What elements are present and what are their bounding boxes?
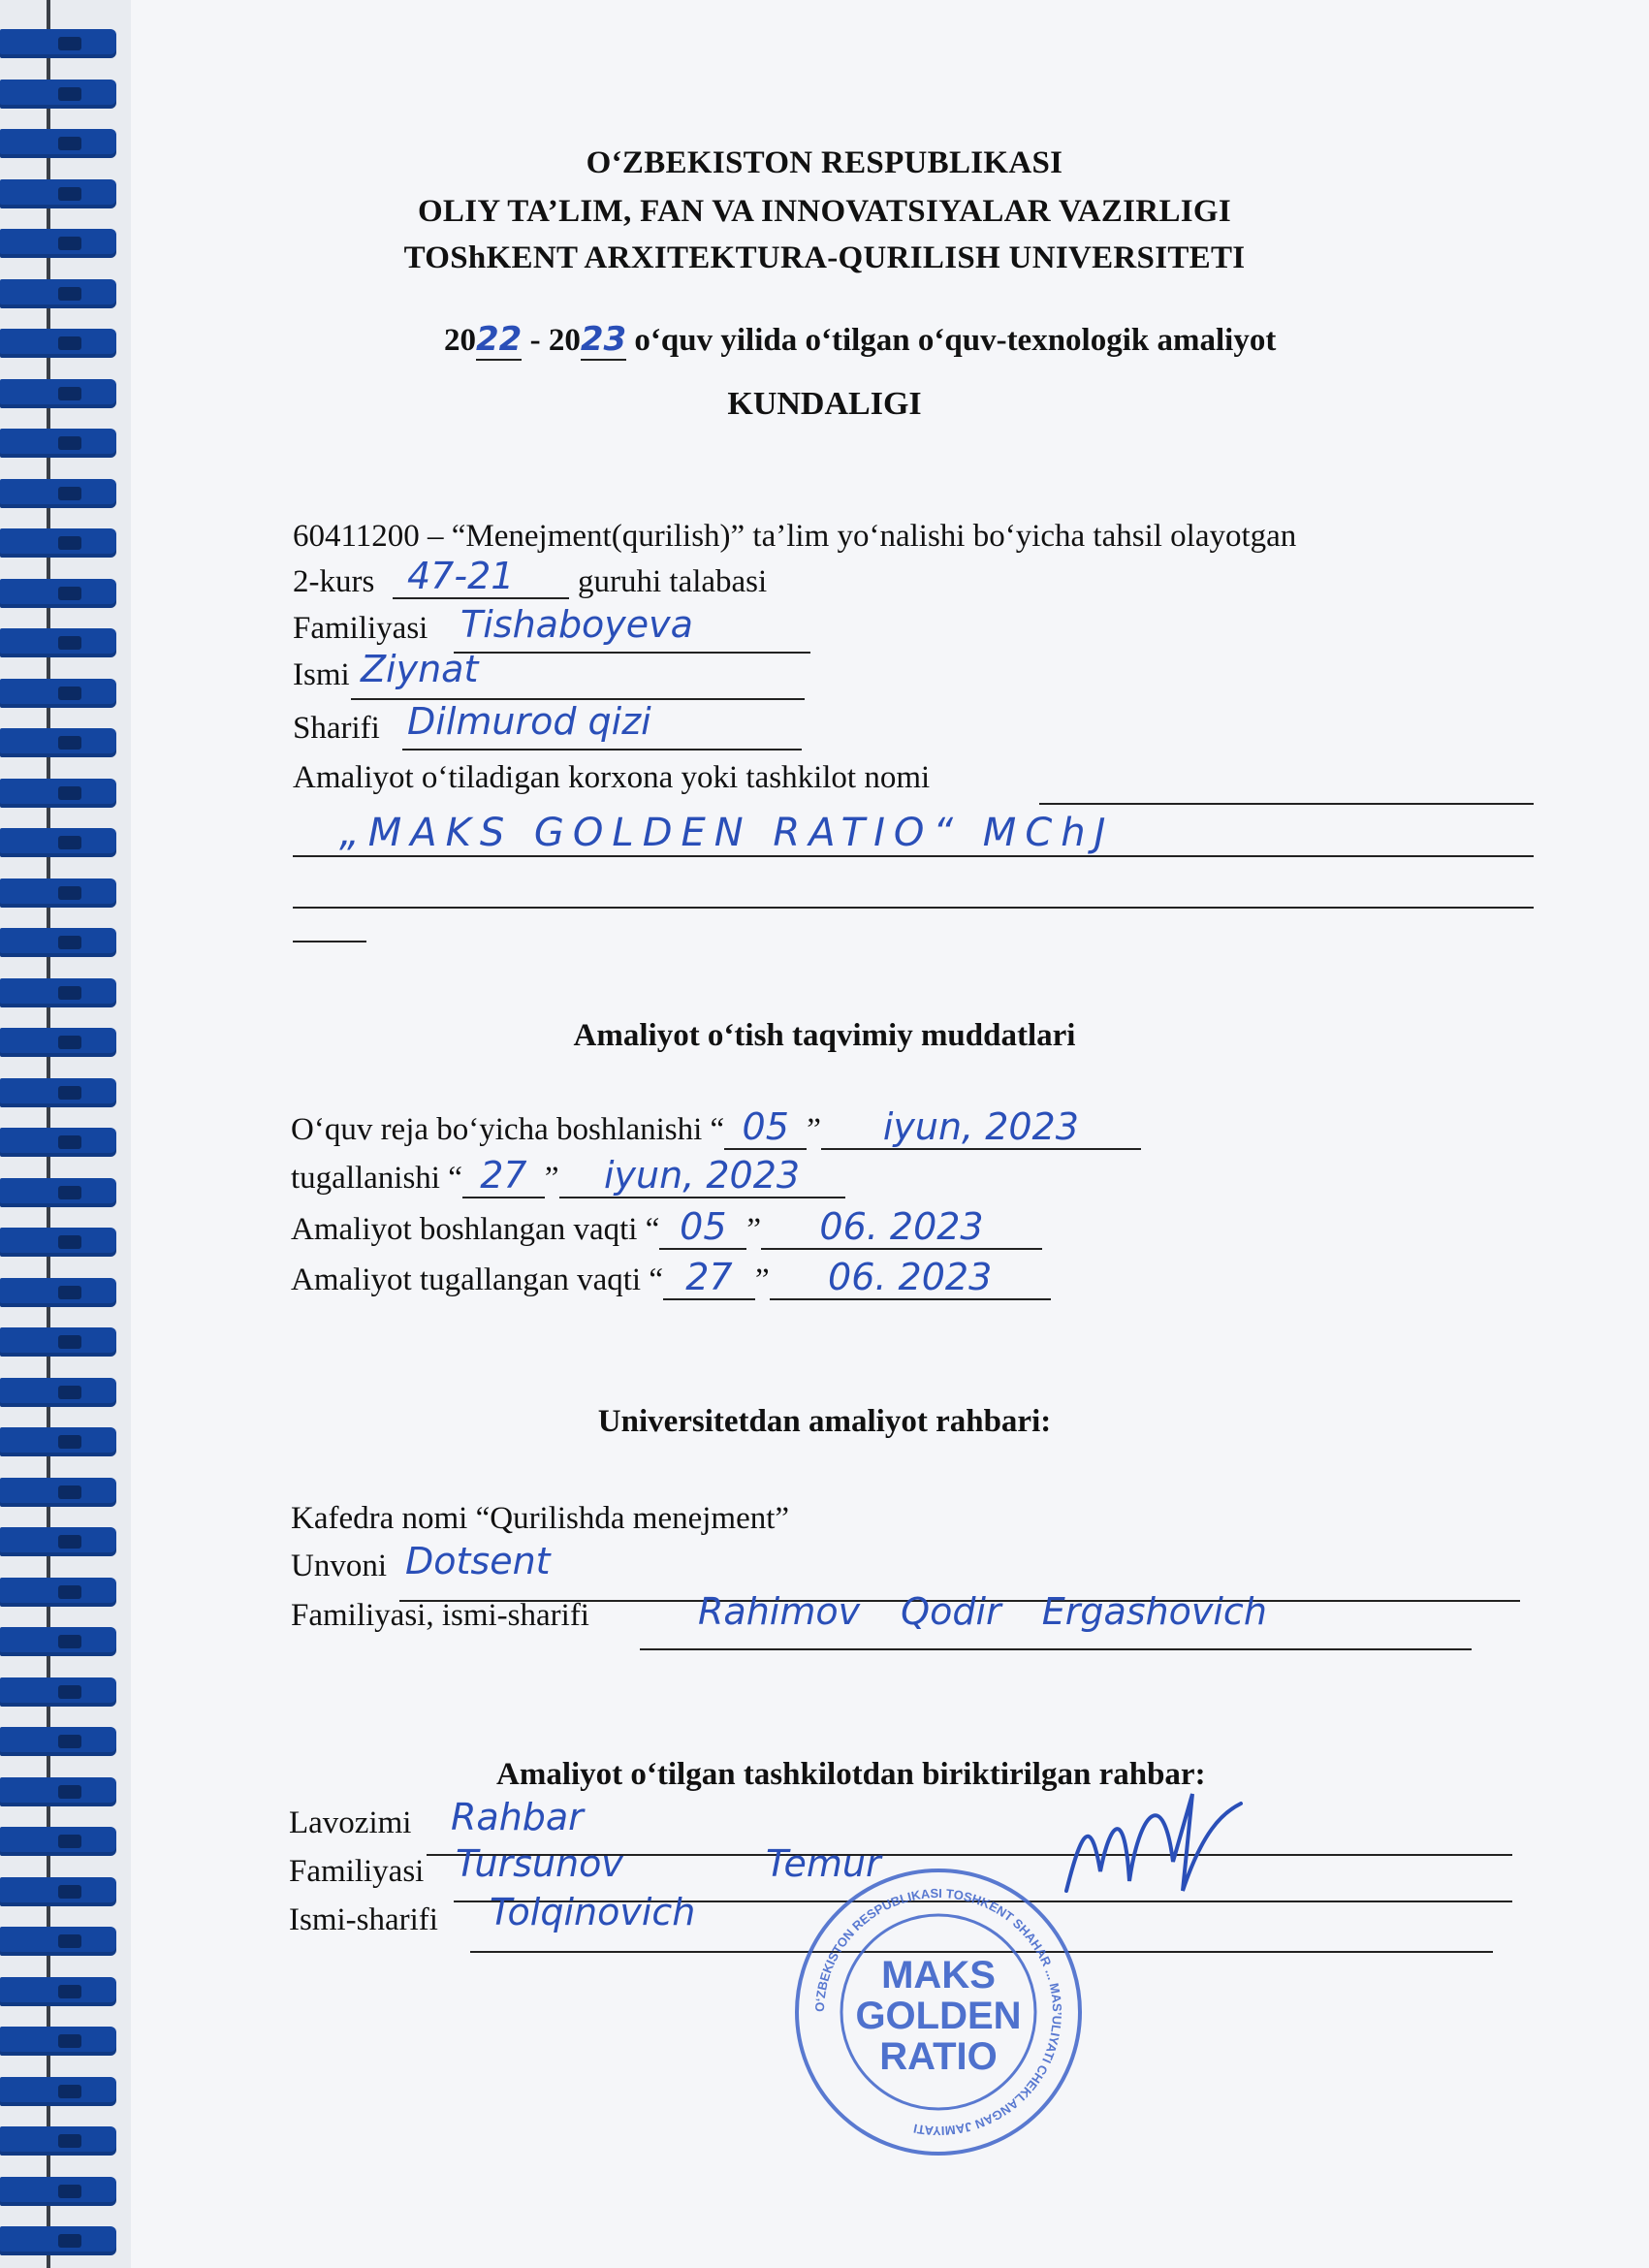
binding-hole [58, 287, 81, 301]
header-country: O‘ZBEKISTON RESPUBLIKASI [586, 145, 1063, 180]
binding-ring [0, 1677, 116, 1707]
close-quote: ” [544, 1161, 559, 1196]
binding-ring [0, 29, 116, 58]
binding-hole [58, 1985, 81, 1998]
plan-start-label: O‘quv reja bo‘yicha boshlanishi “ [291, 1112, 725, 1147]
name-label: Ismi [293, 657, 350, 692]
org-surname-value-2: Temur [766, 1842, 881, 1885]
year-start-handwritten: 22 [476, 320, 523, 359]
actual-start-day: 05 [659, 1205, 746, 1250]
binding-ring [0, 528, 116, 558]
binding-ring [0, 2177, 116, 2206]
binding-ring [0, 579, 116, 608]
binding-ring [0, 1128, 116, 1157]
actual-start-month-year: 06. 2023 [761, 1205, 1042, 1250]
binding-hole [58, 2185, 81, 2198]
binding-hole [58, 1386, 81, 1399]
group-value: 47-21 [407, 555, 515, 597]
univ-fullname-underline [640, 1648, 1472, 1650]
plan-end-month-year: iyun, 2023 [559, 1154, 845, 1198]
year-line [444, 320, 1276, 359]
plan-start-month-year: iyun, 2023 [821, 1105, 1141, 1150]
org-value: „MAKS GOLDEN RATIO“ MChJ [339, 811, 1115, 855]
plan-end-day: 27 [462, 1154, 545, 1198]
organization-stamp [793, 1867, 1084, 2157]
binding-hole [58, 87, 81, 101]
surname-value: Tishaboyeva [460, 603, 693, 646]
actual-start-row [291, 1205, 1042, 1250]
actual-start-label: Amaliyot boshlangan vaqti “ [291, 1212, 660, 1247]
univ-fullname-label: Familiyasi, ismi-sharifi [291, 1598, 589, 1633]
binding-hole [58, 37, 81, 50]
signature [1057, 1774, 1251, 1939]
binding-hole [58, 1335, 81, 1349]
binding-hole [58, 736, 81, 750]
binding-hole [58, 436, 81, 450]
binding-ring [0, 1727, 116, 1756]
binding-hole [58, 1785, 81, 1799]
group-suffix: guruhi talabasi [578, 564, 768, 599]
org-surname-label: Familiyasi [289, 1854, 425, 1889]
plan-start-row [291, 1105, 1141, 1150]
binding-hole [58, 1235, 81, 1249]
patronymic-underline [402, 749, 802, 751]
binding-ring [0, 1228, 116, 1257]
org-short-underline [293, 941, 366, 942]
binding-hole [58, 587, 81, 600]
binding-hole [58, 1286, 81, 1299]
binding-hole [58, 836, 81, 849]
binding-hole [58, 1685, 81, 1699]
binding-ring [0, 1527, 116, 1556]
actual-end-label: Amaliyot tugallangan vaqti “ [291, 1262, 663, 1297]
binding-ring [0, 728, 116, 757]
plan-start-day: 05 [724, 1105, 807, 1150]
binding-ring [0, 1977, 116, 2006]
org-label: Amaliyot o‘tiladigan korxona yoki tashkilot nomi [293, 760, 931, 795]
univ-title-label: Unvoni [291, 1549, 387, 1583]
binding-hole [58, 786, 81, 800]
svg-text:MAKS: MAKS [881, 1954, 996, 1996]
doc-title: KUNDALIGI [727, 386, 922, 422]
binding-hole [58, 487, 81, 500]
binding-ring [0, 878, 116, 908]
binding-hole [58, 1835, 81, 1848]
binding-ring [0, 679, 116, 708]
binding-hole [58, 1086, 81, 1100]
binding-hole [58, 886, 81, 900]
binding-ring [0, 279, 116, 308]
binding-ring [0, 1777, 116, 1806]
close-quote: ” [746, 1212, 761, 1247]
binding-hole [58, 1885, 81, 1899]
binding-hole [58, 1635, 81, 1648]
patronymic-label: Sharifi [293, 711, 380, 746]
actual-end-day: 27 [663, 1256, 755, 1300]
binding-ring [0, 1327, 116, 1357]
org-label-underline [1039, 803, 1534, 805]
univ-fullname-value: Rahimov Qodir Ergashovich [698, 1590, 1267, 1633]
binding-hole [58, 336, 81, 350]
org-value-underline [293, 855, 1534, 857]
year-separator: - 20 [522, 323, 581, 358]
actual-end-row [291, 1256, 1051, 1300]
binding-ring [0, 2027, 116, 2056]
plan-end-row [291, 1154, 845, 1198]
binding-hole [58, 1735, 81, 1748]
svg-text:O‘ZBEKISTON RESPUBLIKASI TOSHK: O‘ZBEKISTON RESPUBLIKASI TOSHKENT SHAHAR ... MAS’ULIYATI CHEKLANGAN JAMIYATI [811, 1885, 1065, 2139]
header-university: TOShKENT ARXITEKTURA-QURILISH UNIVERSITETI [403, 240, 1246, 275]
schedule-heading: Amaliyot o‘tish taqvimiy muddatlari [573, 1018, 1076, 1053]
org-position-label: Lavozimi [289, 1805, 412, 1840]
course-label: 2-kurs [293, 564, 375, 599]
org-name-label: Ismi-sharifi [289, 1902, 438, 1937]
binding-ring [0, 2126, 116, 2156]
binding-ring [0, 1378, 116, 1407]
binding-ring [0, 1877, 116, 1906]
binding-ring [0, 1827, 116, 1856]
binding-ring [0, 1578, 116, 1607]
binding-ring [0, 978, 116, 1007]
year-prefix: 20 [444, 323, 476, 358]
svg-text:GOLDEN: GOLDEN [855, 1995, 1022, 2037]
binding-ring [0, 1927, 116, 1956]
surname-label: Familiyasi [293, 611, 428, 646]
binding-ring [0, 2077, 116, 2106]
close-quote: ” [754, 1262, 770, 1297]
header-ministry: OLIY TA’LIM, FAN VA INNOVATSIYALAR VAZIRLIGI [417, 194, 1232, 229]
binding-ring [0, 479, 116, 508]
program-line: 60411200 – “Menejment(qurilish)” ta’lim yo‘nalishi bo‘yicha tahsil olayotgan [293, 519, 1297, 554]
name-value: Ziynat [361, 648, 479, 690]
binding-ring [0, 628, 116, 657]
binding-ring [0, 779, 116, 808]
binding-ring [0, 2226, 116, 2255]
plan-end-label: tugallanishi “ [291, 1161, 462, 1196]
binding-ring [0, 1627, 116, 1656]
binding-hole [58, 936, 81, 949]
binding-hole [58, 1135, 81, 1149]
close-quote: ” [807, 1112, 821, 1147]
binding-ring [0, 1278, 116, 1307]
org-name-value: Tolqinovich [490, 1891, 696, 1933]
binding-hole [58, 687, 81, 700]
year-suffix: o‘quv yilida o‘tilgan o‘quv-texnologik amaliyot [626, 323, 1277, 358]
dept-line: Kafedra nomi “Qurilishda menejment” [291, 1501, 790, 1536]
binding-hole [58, 1186, 81, 1199]
binding-ring [0, 1178, 116, 1207]
surname-underline [454, 652, 810, 654]
org-supervisor-heading: Amaliyot o‘tilgan tashkilotdan biriktirilgan rahbar: [496, 1757, 1206, 1792]
binding-hole [58, 2085, 81, 2098]
binding-ring [0, 828, 116, 857]
patronymic-value: Dilmurod qizi [407, 700, 651, 743]
binding-ring [0, 1478, 116, 1507]
binding-hole [58, 636, 81, 650]
binding-ring [0, 80, 116, 109]
univ-supervisor-heading: Universitetdan amaliyot rahbari: [597, 1404, 1052, 1439]
binding-ring [0, 429, 116, 458]
svg-text:RATIO: RATIO [879, 2035, 998, 2078]
binding-hole [58, 2234, 81, 2248]
actual-end-month-year: 06. 2023 [770, 1256, 1051, 1300]
org-surname-value: Tursunov [456, 1842, 623, 1885]
binding-hole [58, 1934, 81, 1948]
binding-hole [58, 2034, 81, 2048]
binding-ring [0, 329, 116, 358]
binding-ring [0, 1078, 116, 1107]
binding-hole [58, 1485, 81, 1499]
univ-title-value: Dotsent [405, 1540, 551, 1582]
year-end-handwritten: 23 [580, 320, 627, 359]
binding-hole [58, 2134, 81, 2148]
binding-hole [58, 536, 81, 550]
binding-hole [58, 986, 81, 1000]
group-underline [393, 597, 569, 599]
binding-hole [58, 1585, 81, 1599]
org-position-value: Rahbar [451, 1796, 584, 1838]
org-extra-underline [293, 907, 1534, 909]
binding-ring [0, 928, 116, 957]
binding-hole [58, 1535, 81, 1549]
